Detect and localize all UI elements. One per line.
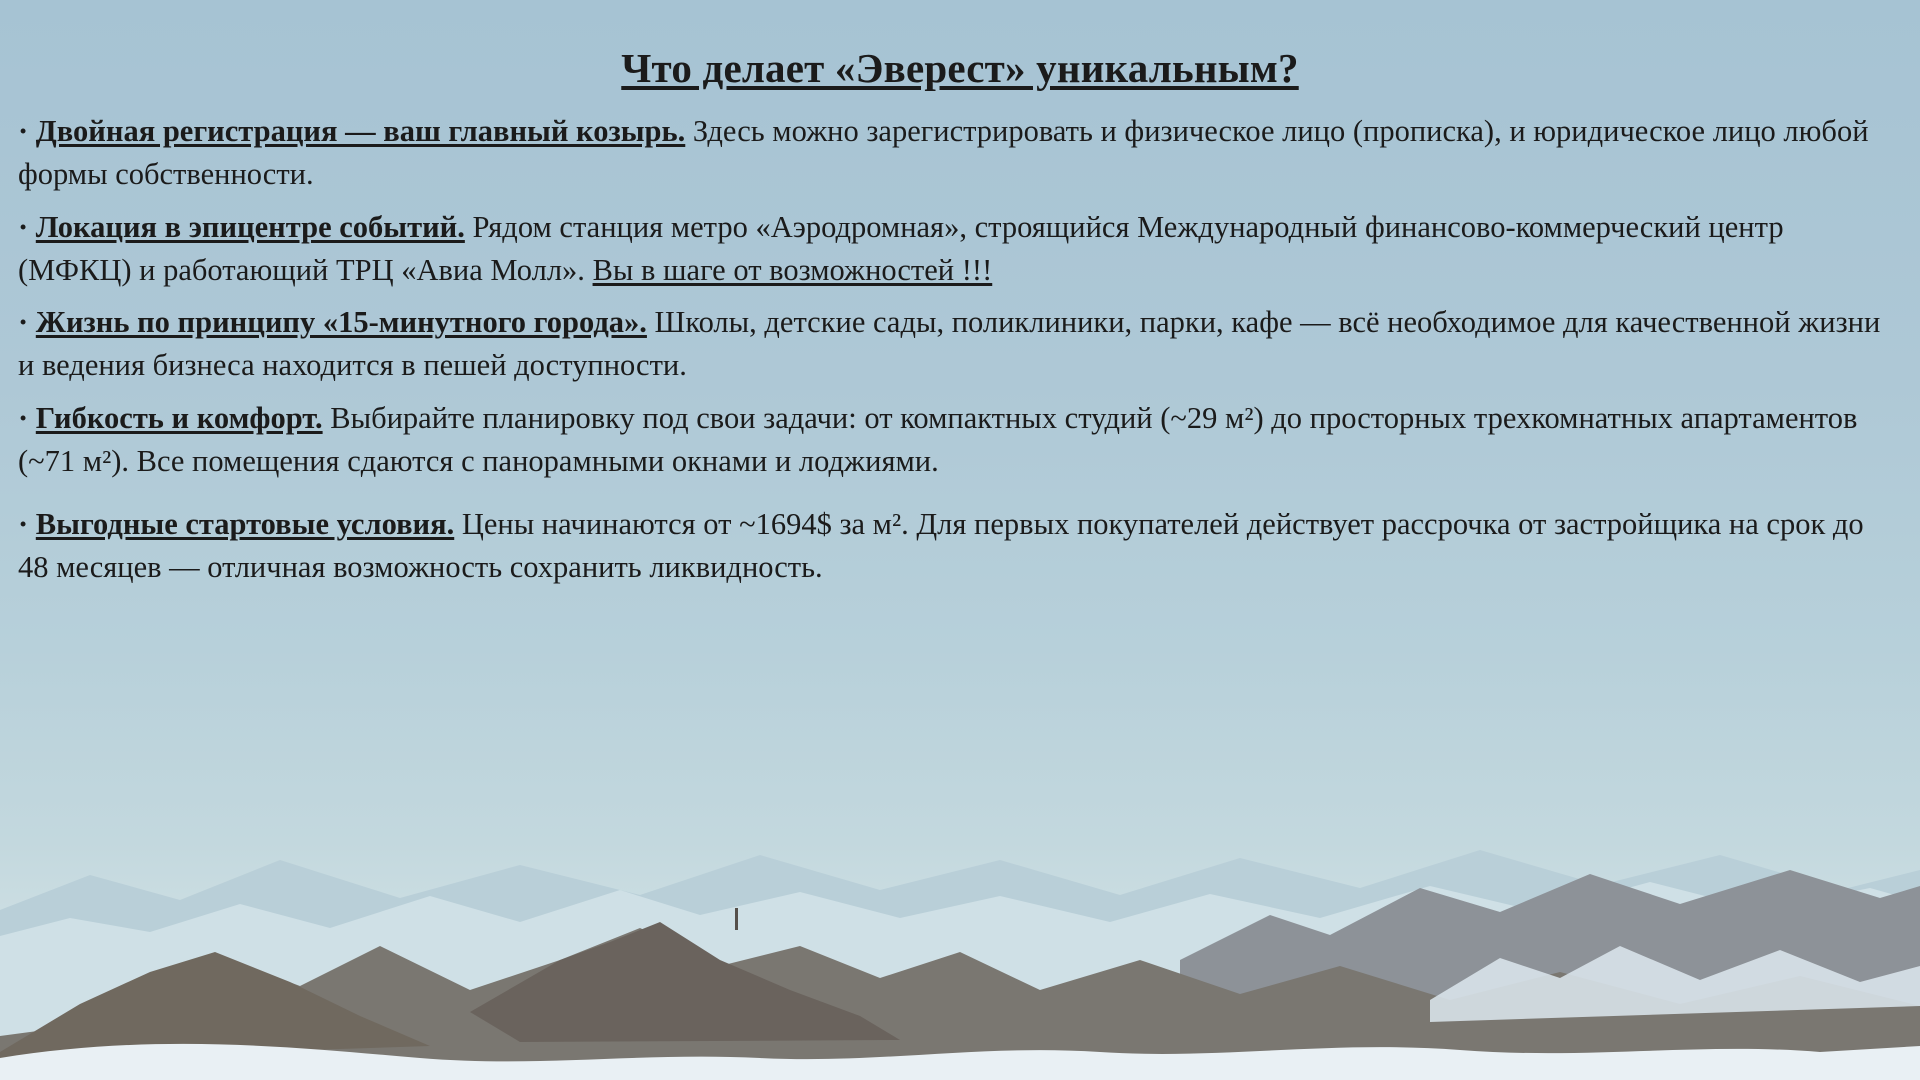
list-item: [18, 301, 1892, 387]
bullet-body: Выбирайте планировку под свои задачи: от компактных студий (~29 м²) до просторных трехкомнатных апартаментов (~71 м²). Все помещения сдаются с панорамными окнами и лоджиями.: [18, 401, 1858, 478]
bullet-marker: ·: [18, 209, 29, 244]
bullet-lead: Жизнь по принципу «15-минутного города».: [35, 305, 647, 340]
bullet-lead: Локация в эпицентре событий.: [35, 209, 465, 244]
bullet-note: Вы в шаге от возможностей !!!: [592, 252, 993, 287]
bullet-body: Здесь можно зарегистрировать и физическое лицо (прописка), и юридическое лицо любой формы собственности.: [18, 114, 1869, 191]
list-item: [18, 503, 1892, 589]
bullet-body: Цены начинаются от ~1694$ за м². Для первых покупателей действует рассрочка от застройщика на срок до 48 месяцев — отличная возможность сохранить ликвидность.: [18, 506, 1864, 584]
list-item: [18, 206, 1892, 292]
bullet-marker: ·: [18, 114, 29, 148]
list-item: [18, 110, 1892, 196]
bullet-marker: ·: [18, 506, 29, 541]
bullet-list: [0, 110, 1920, 588]
page-title: Что делает «Эверест» уникальным?: [621, 45, 1299, 91]
bullet-lead: Двойная регистрация — ваш главный козырь.: [35, 114, 686, 148]
bullet-body: Рядом станция метро «Аэродромная», строящийся Международный финансово-коммерческий центр (МФКЦ) и работающий ТРЦ «Авиа Молл».: [18, 209, 1784, 287]
bullet-lead: Гибкость и комфорт.: [35, 401, 323, 436]
mountain-range-image: [0, 660, 1920, 1080]
bullet-lead: Выгодные стартовые условия.: [35, 506, 455, 541]
bullet-marker: ·: [18, 401, 29, 436]
bullet-body: Школы, детские сады, поликлиники, парки, кафе — всё необходимое для качественной жизни и ведения бизнеса находится в пешей доступности.: [18, 305, 1881, 383]
bullet-marker: ·: [18, 305, 29, 340]
list-item: [18, 397, 1892, 483]
